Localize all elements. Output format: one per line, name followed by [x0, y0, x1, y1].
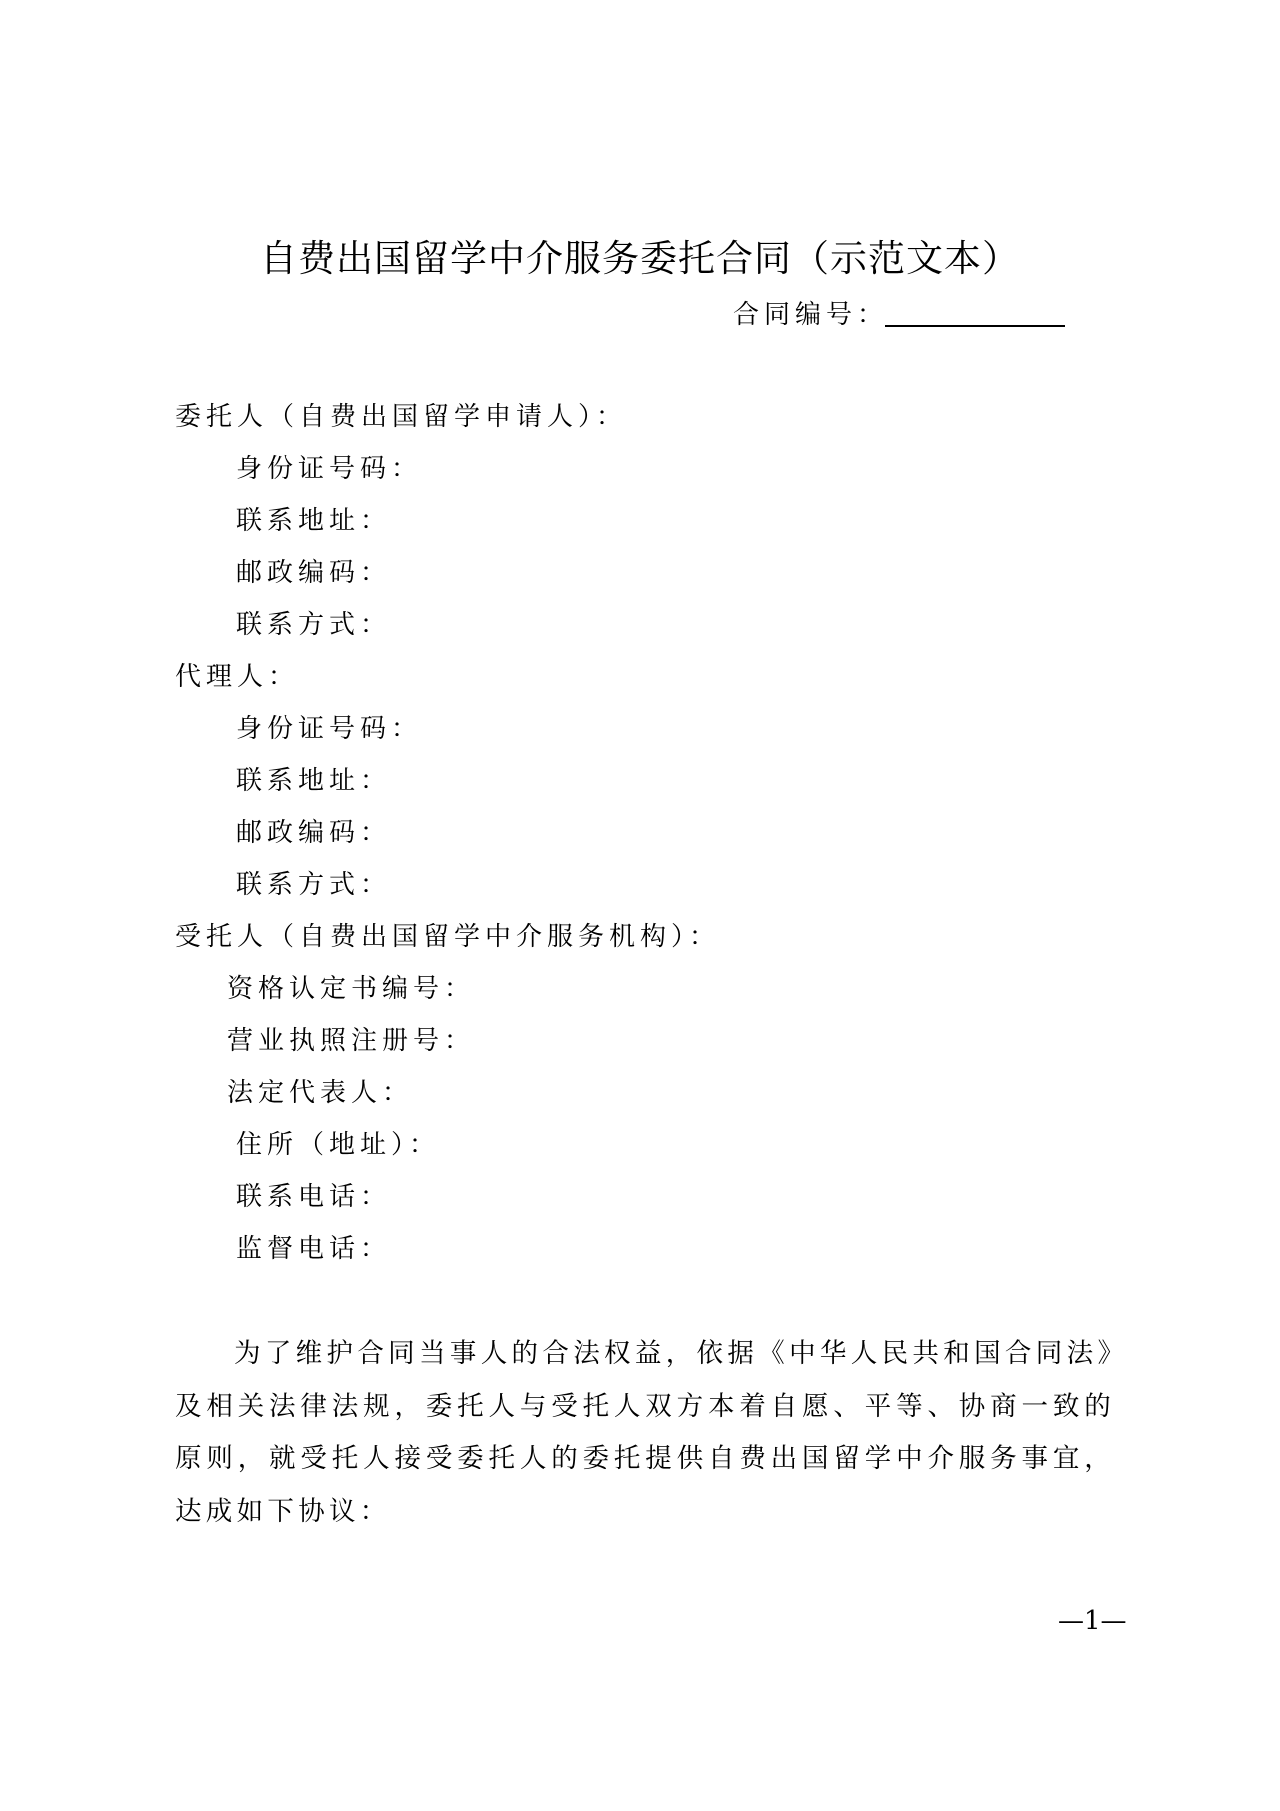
contract-number-label: 合同编号： [733, 300, 889, 330]
document-title: 自费出国留学中介服务委托合同（示范文本） [260, 237, 1020, 280]
contract-number-blank [885, 325, 1065, 327]
principal-address-field: 联系地址： [236, 506, 392, 536]
preamble-paragraph: 为了维护合同当事人的合法权益，依据《中华人民共和国合同法》及相关法律法规，委托人与受托人双方本着自愿、平等、协商一致的原则，就受托人接受委托人的委托提供自费出国留学中介服务事宜，达成如下协议： [175, 1338, 1115, 1527]
page-number: —1— [1058, 1606, 1127, 1636]
agent-id-field: 身份证号码： [236, 714, 423, 744]
agent-postcode-field: 邮政编码： [236, 818, 392, 848]
principal-postcode-field: 邮政编码： [236, 558, 392, 588]
principal-id-field: 身份证号码： [236, 454, 423, 484]
trustee-supervision-phone-field: 监督电话： [236, 1234, 392, 1264]
trustee-qualification-field: 资格认定书编号： [227, 974, 476, 1004]
trustee-heading: 受托人（自费出国留学中介服务机构）： [175, 922, 721, 952]
trustee-legal-rep-field: 法定代表人： [227, 1078, 414, 1108]
trustee-phone-field: 联系电话： [236, 1182, 392, 1212]
trustee-license-field: 营业执照注册号： [227, 1026, 476, 1056]
principal-heading: 委托人（自费出国留学申请人）： [175, 402, 628, 432]
agent-contact-field: 联系方式： [236, 870, 392, 900]
trustee-address-field: 住所（地址）： [236, 1130, 441, 1160]
principal-contact-field: 联系方式： [236, 610, 392, 640]
agent-heading: 代理人： [175, 662, 300, 692]
agent-address-field: 联系地址： [236, 766, 392, 796]
